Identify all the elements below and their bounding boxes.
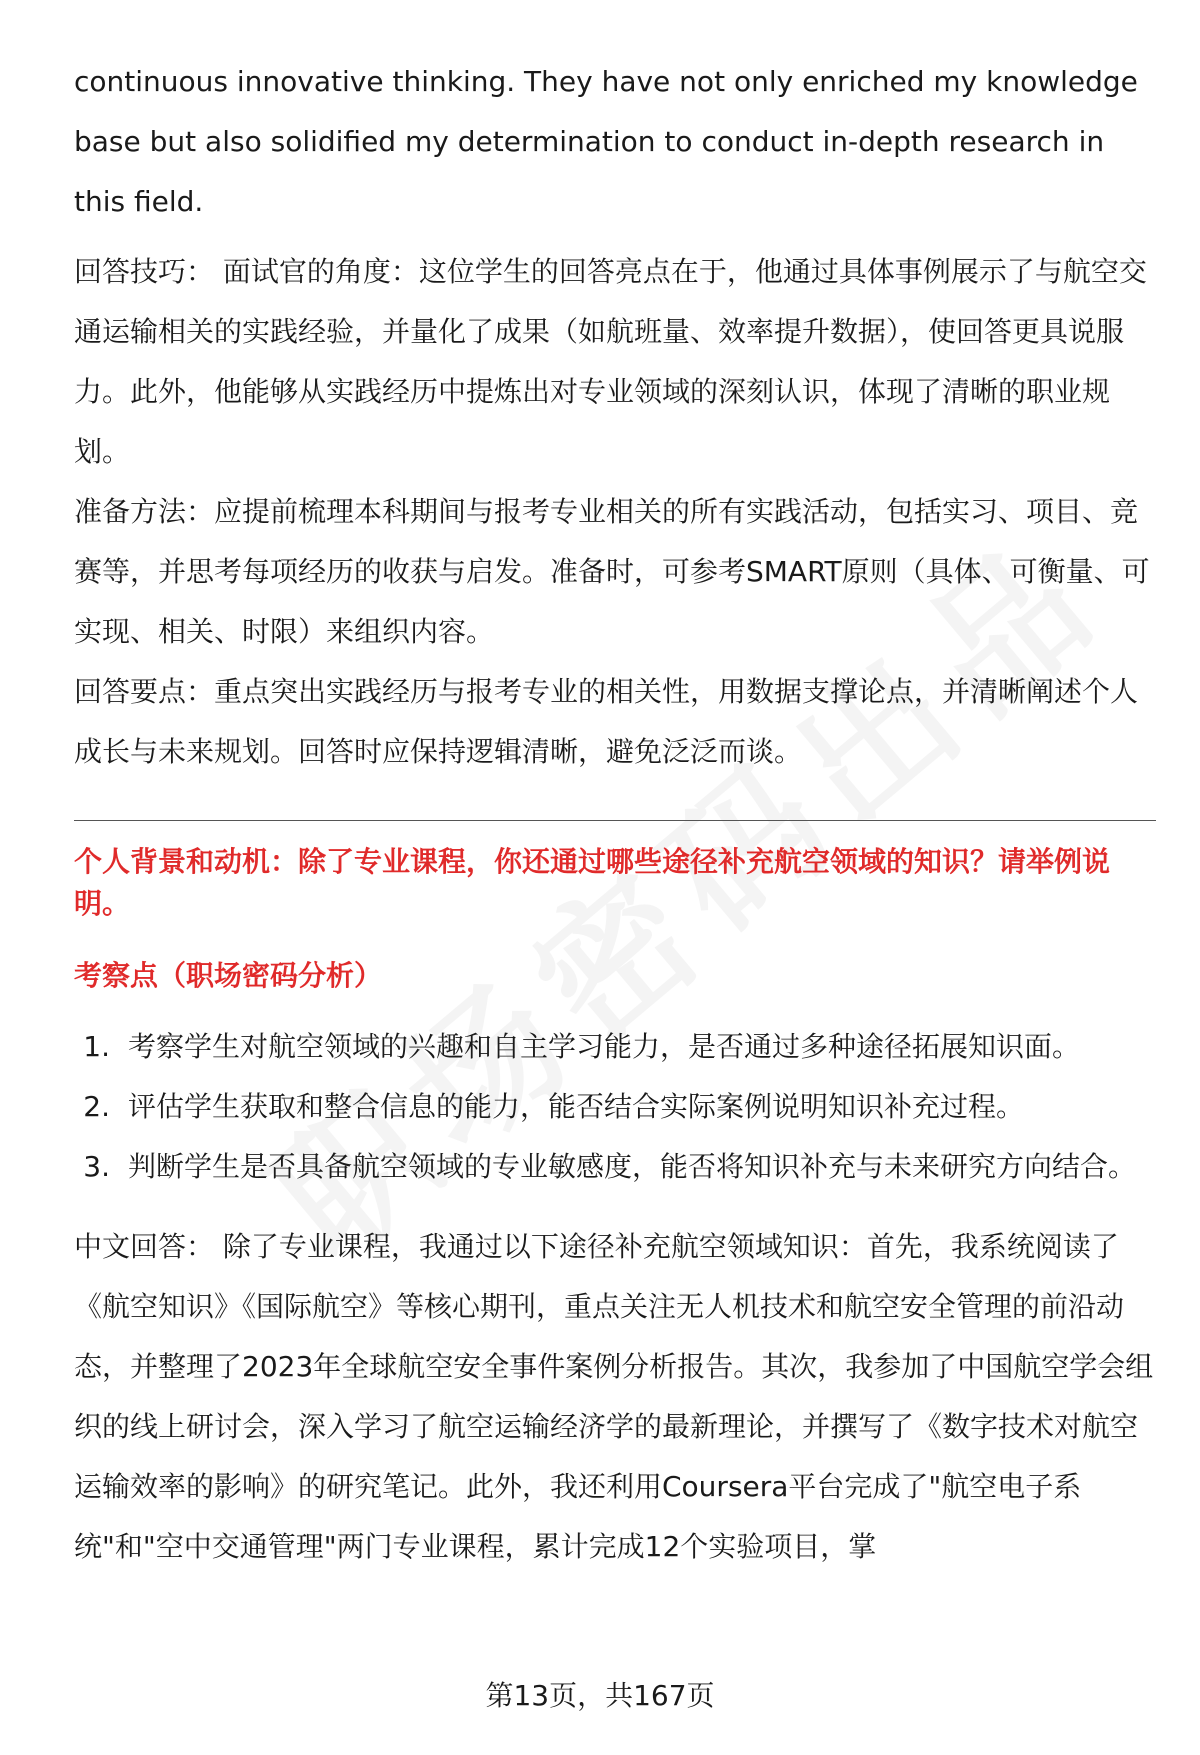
list-item	[74, 1017, 1156, 1077]
key-points-paragraph	[74, 662, 1156, 782]
list-item-number: 3.	[83, 1150, 110, 1183]
chinese-answer-paragraph	[74, 1217, 1156, 1577]
list-item-text: 考察学生对航空领域的兴趣和自主学习能力，是否通过多种途径拓展知识面。	[128, 1030, 1081, 1063]
list-item	[74, 1077, 1156, 1137]
list-item-number: 1.	[83, 1030, 110, 1063]
answer-tips-text: 面试官的角度：这位学生的回答亮点在于，他通过具体事例展示了与航空交通运输相关的实践经验，并量化了成果（如航班量、效率提升数据），使回答更具说服力。此外，他能够从实践经历中提炼出对专业领域的深刻认识，体现了清晰的职业规划。	[74, 255, 1147, 468]
list-item-text: 评估学生获取和整合信息的能力，能否结合实际案例说明知识补充过程。	[128, 1090, 1025, 1123]
list-item-number: 2.	[83, 1090, 110, 1123]
section-divider	[74, 820, 1156, 821]
chinese-answer-text: 除了专业课程，我通过以下途径补充航空领域知识：首先，我系统阅读了《航空知识》《国际航空》等核心期刊，重点关注无人机技术和航空安全管理的前沿动态，并整理了2023年全球航空安全事件案例分析报告。其次，我参加了中国航空学会组织的线上研讨会，深入学习了航空运输经济学的最新理论，并撰写了《数字技术对航空运输效率的影响》的研究笔记。此外，我还利用Coursera平台完成了"航空电子系统"和"空中交通管理"两门专业课程，累计完成12个实验项目，掌	[74, 1230, 1154, 1563]
page-content	[74, 52, 1156, 1577]
prep-method-paragraph	[74, 482, 1156, 662]
question-title: 个人背景和动机：除了专业课程，你还通过哪些途径补充航空领域的知识？请举例说明。	[74, 845, 1111, 920]
exam-points-list	[74, 1017, 1156, 1197]
page-number: 第13页，共167页	[485, 1679, 715, 1712]
exam-points-title: 考察点（职场密码分析）	[74, 959, 383, 992]
intro-paragraph: continuous innovative thinking. They have not only enriched my knowledge base but also solidified my determination to conduct in-depth research in this field.	[74, 65, 1138, 218]
key-points-text: 重点突出实践经历与报考专业的相关性，用数据支撑论点，并清晰阐述个人成长与未来规划。回答时应保持逻辑清晰，避免泛泛而谈。	[74, 675, 1139, 768]
chinese-answer-label: 中文回答：	[74, 1230, 215, 1263]
list-item	[74, 1137, 1156, 1197]
list-item-text: 判断学生是否具备航空领域的专业敏感度，能否将知识补充与未来研究方向结合。	[128, 1150, 1137, 1183]
prep-method-text: 应提前梳理本科期间与报考专业相关的所有实践活动，包括实习、项目、竞赛等，并思考每项经历的收获与启发。准备时，可参考SMART原则（具体、可衡量、可实现、相关、时限）来组织内容。	[74, 495, 1150, 648]
prep-method-label: 准备方法：	[74, 495, 215, 528]
answer-tips-label: 回答技巧：	[74, 255, 215, 288]
key-points-label: 回答要点：	[74, 675, 215, 708]
answer-tips-paragraph	[74, 242, 1156, 482]
